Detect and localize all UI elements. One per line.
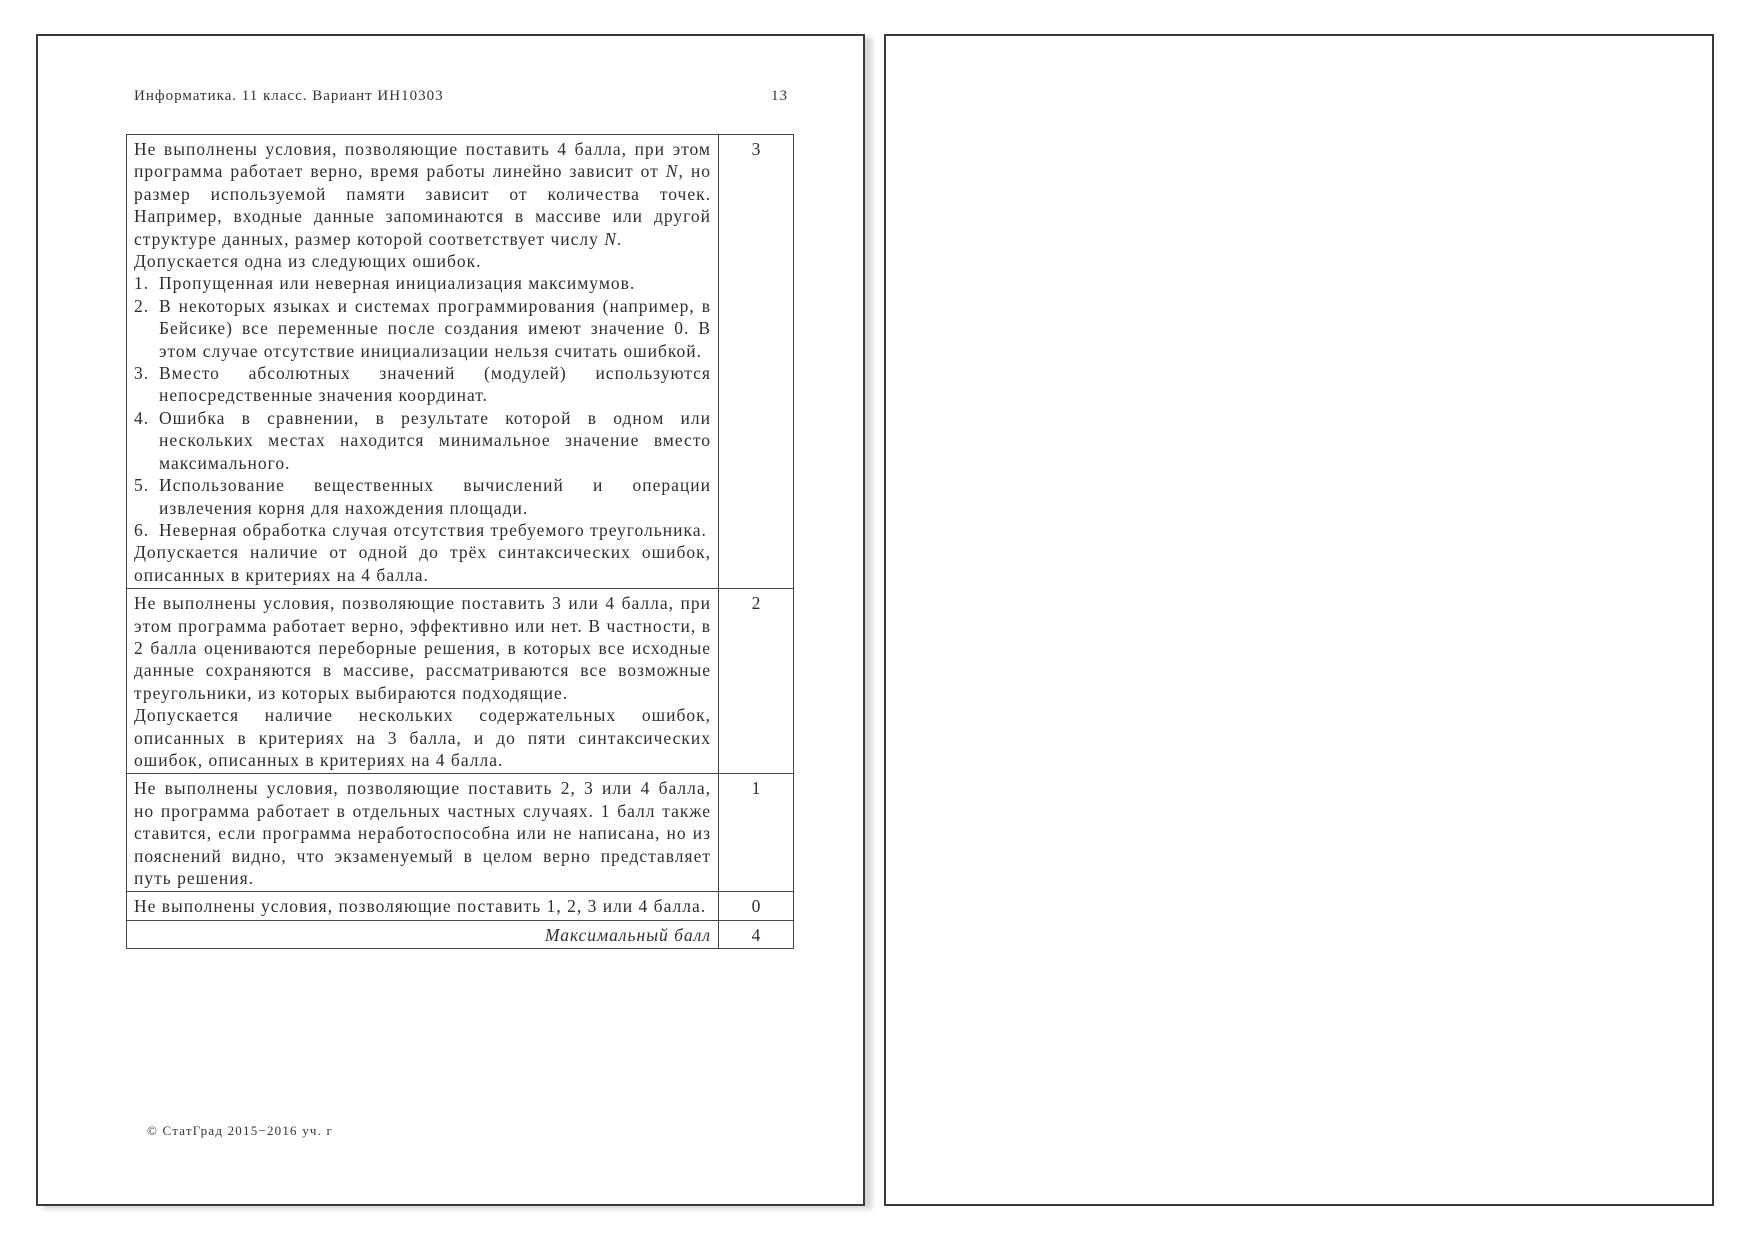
list-item-text: Использование вещественных вычислений и операции извлечения корня для нахождения площади. [159,475,711,518]
max-score-row [127,920,794,948]
page-number: 13 [771,88,788,104]
criteria-score: 1 [719,774,794,892]
criteria-description [127,774,719,892]
list-item [134,407,711,474]
syntax-errors-note: Допускается наличие от одной до трёх синтаксических ошибок, описанных в критериях на 4 балла. [134,542,711,585]
page-footer-copyright: © СтатГрад 2015−2016 уч. г [147,1123,334,1138]
list-item-text: Ошибка в сравнении, в результате которой в одном или нескольких местах находится минимальное значение вместо максимального. [159,407,711,473]
list-item-number: 2. [134,295,150,316]
criteria-description [127,589,719,774]
list-item-number: 1. [134,273,150,294]
list-item [134,272,711,294]
list-item [134,474,711,519]
list-item-number: 3. [134,363,150,384]
criteria-paragraph: Не выполнены условия, позволяющие поставить 3 или 4 балла, при этом программа работает верно, эффективно или нет. В частности, в 2 балла оцениваются переборные решения, в которых все исходные данные сохраняются в массиве, рассматриваются все возможные треугольники, из которых выбираются подходящие. [134,593,711,703]
list-item-number: 5. [134,475,150,496]
list-item-text: Неверная обработка случая отсутствия требуемого треугольника. [159,519,707,540]
criteria-row-score-0 [127,892,794,920]
criteria-paragraph [134,138,711,250]
variable-n: N [665,161,679,182]
list-item [134,295,711,362]
max-score-value: 4 [719,920,794,948]
page-header [134,86,788,106]
variable-n: N [604,228,617,249]
criteria-score: 3 [719,135,794,589]
document-page-right-blank [884,34,1714,1206]
document-page-left [36,34,865,1206]
text-segment: Не выполнены условия, позволяющие поставить 4 балла, при этом программа работает верно, время работы линейно зависит от [134,139,711,182]
grading-criteria-table [126,134,794,949]
criteria-score: 0 [719,892,794,920]
list-item [134,519,711,541]
allowed-errors-intro: Допускается одна из следующих ошибок. [134,251,482,272]
criteria-description [127,892,719,920]
page-header-title: Информатика. 11 класс. Вариант ИН10303 [134,88,444,104]
list-item [134,362,711,407]
criteria-paragraph: Не выполнены условия, позволяющие поставить 2, 3 или 4 балла, но программа работает в отдельных частных случаях. 1 балл также ставится, если программа неработоспособна или не написана, но из пояснений видно, что экзаменуемый в целом верно представляет путь решения. [134,778,711,888]
list-item-text: Пропущенная или неверная инициализация максимумов. [159,273,636,294]
criteria-paragraph: Допускается наличие нескольких содержательных ошибок, описанных в критериях на 3 балла, и до пяти синтаксических ошибок, описанных в критериях на 4 балла. [134,705,711,770]
criteria-paragraph: Не выполнены условия, позволяющие поставить 1, 2, 3 или 4 балла. [134,896,707,917]
criteria-row-score-1 [127,774,794,892]
list-item-text: Вместо абсолютных значений (модулей) используются непосредственные значения координат. [159,363,711,406]
text-segment: . [616,228,623,249]
allowed-errors-list [134,272,711,541]
text-segment: , но размер используемой памяти зависит от количества точек. Например, входные данные запоминаются в массиве или другой структуре данных, размер которой соответствует числу [134,161,711,249]
criteria-row-score-3 [127,135,794,589]
criteria-row-score-2 [127,589,794,774]
list-item-text: В некоторых языках и системах программирования (например, в Бейсике) все переменные после создания имеют значение 0. В этом случае отсутствие инициализации нельзя считать ошибкой. [159,295,711,361]
criteria-description [127,135,719,589]
list-item-number: 4. [134,407,150,428]
max-score-label: Максимальный балл [127,920,719,948]
criteria-score: 2 [719,589,794,774]
list-item-number: 6. [134,519,150,540]
